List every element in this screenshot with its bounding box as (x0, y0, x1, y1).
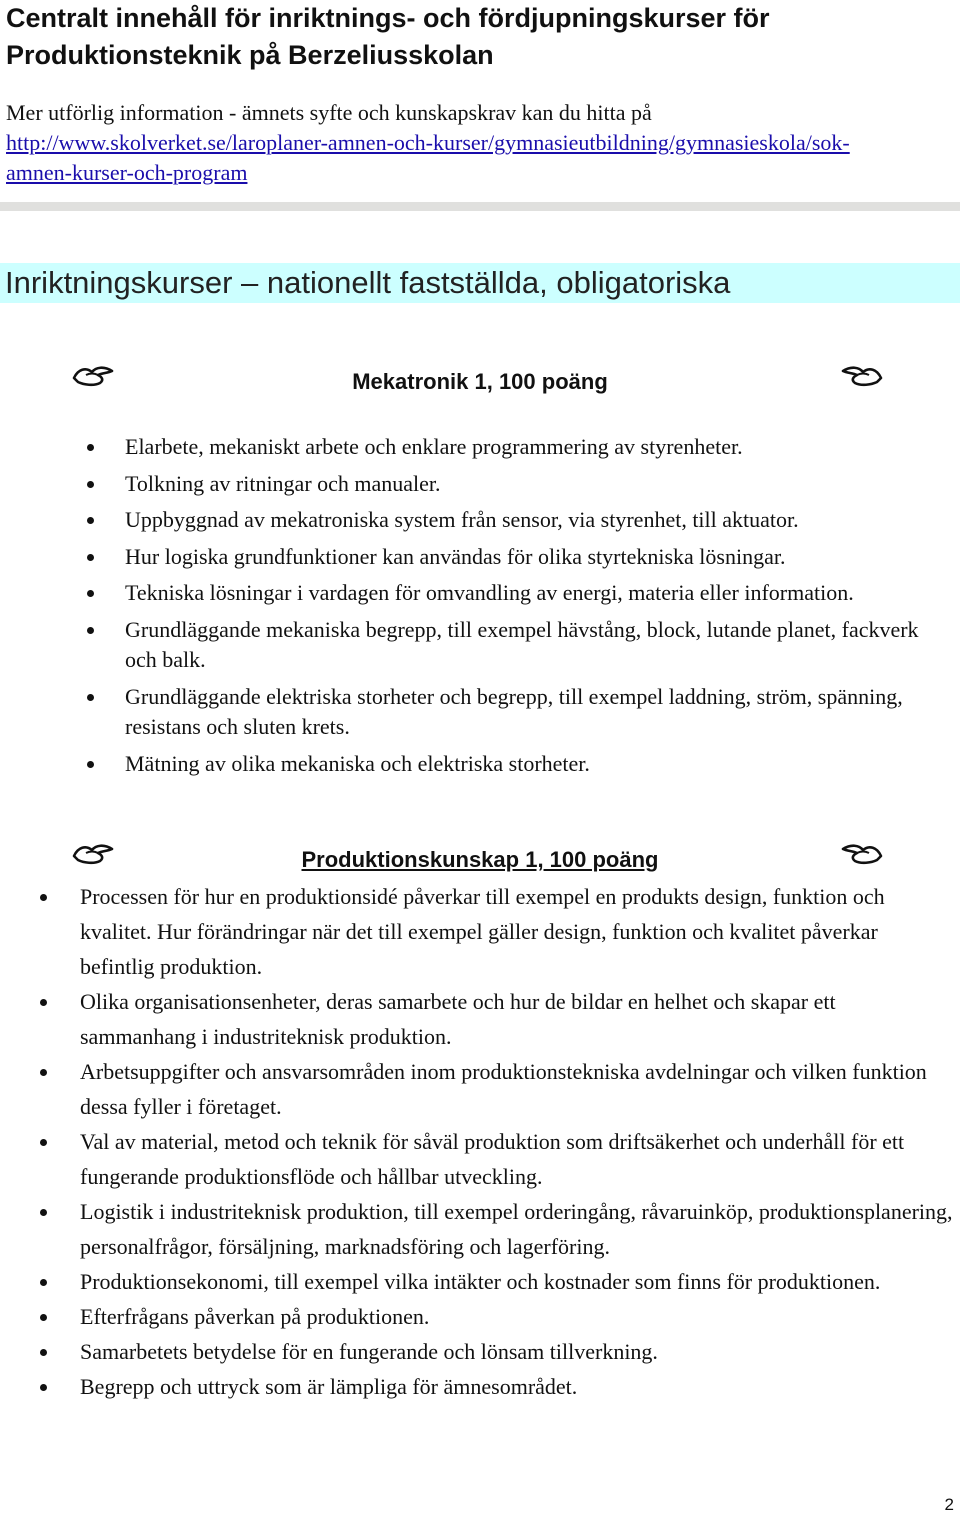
list-item: Grundläggande elektriska storheter och begrepp, till exempel laddning, ström, spänning, resistans och sluten krets. (125, 682, 955, 743)
hand-pointing-left-icon (839, 839, 883, 867)
list-item: Elarbete, mekaniskt arbete och enklare programmering av styrenheter. (125, 432, 955, 463)
list-item: Tolkning av ritningar och manualer. (125, 469, 955, 500)
produktionskunskap-content-list (80, 879, 955, 1404)
bullet-icon (87, 694, 94, 701)
section-title: Inriktningskurser – nationellt fastställda, obligatoriska (5, 265, 731, 300)
intro-paragraph (6, 98, 906, 188)
section-divider (0, 202, 960, 211)
list-item: Mätning av olika mekaniska och elektriska storheter. (125, 749, 955, 780)
bullet-icon (40, 1069, 47, 1076)
bullet-icon (40, 1279, 47, 1286)
bullet-icon (87, 444, 94, 451)
list-item: Val av material, metod och teknik för såväl produktion som driftsäkerhet och underhåll för ett fungerande produktionsflöde och hållbar utveckling. (80, 1124, 955, 1194)
bullet-icon (40, 1139, 47, 1146)
list-item: Olika organisationsenheter, deras samarbete och hur de bildar en helhet och skapar ett sammanhang i industriteknisk produktion. (80, 984, 955, 1054)
list-item: Grundläggande mekaniska begrepp, till exempel hävstång, block, lutande planet, fackverk och balk. (125, 615, 955, 676)
page-number: 2 (944, 1495, 954, 1514)
bullet-icon (87, 517, 94, 524)
bullet-icon (40, 894, 47, 901)
bullet-icon (40, 1349, 47, 1356)
list-item: Produktionsekonomi, till exempel vilka intäkter och kostnader som finns för produktionen. (80, 1264, 955, 1299)
list-item: Processen för hur en produktionsidé påverkar till exempel en produkts design, funktion och kvalitet. Hur förändringar när det till exempel gäller design, funktion och kvalitet påverkar befintlig produktion. (80, 879, 955, 984)
course-heading-produktionskunskap: Produktionskunskap 1, 100 poäng (301, 847, 659, 872)
document-title: Centralt innehåll för inriktnings- och fördjupningskurser för Produktionsteknik på Berzeliusskolan (6, 3, 770, 70)
bullet-icon (87, 554, 94, 561)
skolverket-link[interactable]: http://www.skolverket.se/laroplaner-amnen-och-kurser/gymnasieutbildning/gymnasieskola/sok-amnen-kurser-och-program (6, 130, 850, 185)
list-item: Arbetsuppgifter och ansvarsområden inom produktionstekniska avdelningar och vilken funktion dessa fyller i företaget. (80, 1054, 955, 1124)
list-item: Tekniska lösningar i vardagen för omvandling av energi, materia eller information. (125, 578, 955, 609)
bullet-icon (40, 1384, 47, 1391)
bullet-icon (87, 590, 94, 597)
mekatronik-content-list (125, 432, 955, 785)
bullet-icon (87, 761, 94, 768)
bullet-icon (40, 1209, 47, 1216)
list-item: Efterfrågans påverkan på produktionen. (80, 1299, 955, 1334)
list-item: Uppbyggnad av mekatroniska system från sensor, via styrenhet, till aktuator. (125, 505, 955, 536)
course-heading-mekatronik: Mekatronik 1, 100 poäng (352, 369, 608, 394)
bullet-icon (87, 627, 94, 634)
list-item: Samarbetets betydelse för en fungerande och lönsam tillverkning. (80, 1334, 955, 1369)
list-item: Logistik i industriteknisk produktion, till exempel orderingång, råvaruinköp, produktionsplanering, personalfrågor, försäljning, marknadsföring och lagerföring. (80, 1194, 955, 1264)
intro-text: Mer utförlig information - ämnets syfte och kunskapskrav kan du hitta på (6, 100, 652, 125)
bullet-icon (40, 1314, 47, 1321)
list-item: Hur logiska grundfunktioner kan användas för olika styrtekniska lösningar. (125, 542, 955, 573)
bullet-icon (87, 481, 94, 488)
hand-pointing-left-icon (839, 361, 883, 389)
bullet-icon (40, 999, 47, 1006)
list-item: Begrepp och uttryck som är lämpliga för ämnesområdet. (80, 1369, 955, 1404)
